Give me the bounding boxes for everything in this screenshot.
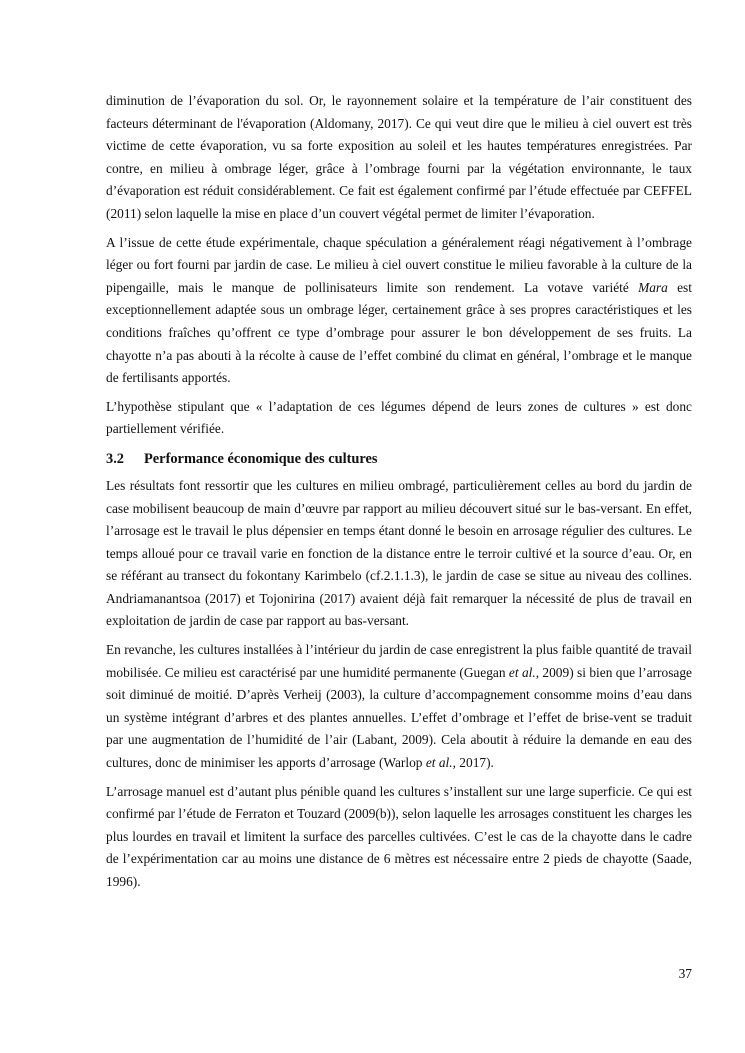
paragraph-evaporation: diminution de l’évaporation du sol. Or, le rayonnement solaire et la température de l’air constituent des facteurs déterminant de l'évaporation (Aldomany, 2017). Ce qui veut dire que le milieu à ciel ouvert est très victime de cette évaporation, vu sa forte exposition au soleil et les hautes températures enregistrées. Par contre, en milieu à ombrage léger, grâce à l’ombrage fourni par la végétation environnante, le taux d’évaporation est réduit considérablement. Ce fait est également confirmé par l’étude effectuée par CEFFEL (2011) selon laquelle la mise en place d’un couvert végétal permet de limiter l’évaporation. [106, 93, 692, 221]
italic-et-al: et al. [425, 755, 453, 771]
text-run: A l’issue de cette étude expérimentale, chaque spéculation a généralement réagi négativement à l’ombrage léger ou fort fourni par jardin de case. Le milieu à ciel ouvert constitue le milieu favorable à la culture de la pipengaille, mais le manque de pollinisateurs limite son rendement. La votave variété [106, 234, 692, 295]
paragraph-hypothesis: L’hypothèse stipulant que « l’adaptation de ces légumes dépend de leurs zones de cultures » est donc partiellement vérifiée. [106, 398, 692, 437]
paragraph-labour-results: Les résultats font ressortir que les cultures en milieu ombragé, particulièrement celles au bord du jardin de case mobilisent beaucoup de main d’œuvre par rapport au milieu découvert situé sur le bas-versant. En effet, l’arrosage est le travail le plus dépensier en temps étant donné le besoin en arrosage régulier des cultures. Le temps alloué pour ce travail varie en fonction de la distance entre le terroir cultivé et la source d’eau. Or, en se référant au transect du fokontany Karimbelo (cf.2.1.1.3), le jardin de case se situe au niveau des collines. Andriamanantsoa (2017) et Tojonirina (2017) avaient déjà fait remarquer la nécessité de plus de travail en exploitation de jardin de case par rapport au bas-versant. [106, 477, 692, 629]
paragraph-experimental-results [106, 232, 692, 390]
italic-variety-name: Mara [638, 279, 668, 295]
text-run: En revanche, les cultures installées à l’intérieur du jardin de case enregistrent la plus faible quantité de travail mobilisée. Ce milieu est caractérisé par une humidité permanente (Guegan [106, 642, 692, 680]
italic-et-al: et al. [508, 664, 536, 680]
text-run: , 2009) si bien que l’arrosage soit diminué de moitié. D’après Verheij (2003), la culture d’accompagnement consomme moins d’eau dans un système intégrant d’arbres et des plantes annuelles. L’effet d’ombrage et l’effet de brise-vent se traduit par une augmentation de l’humidité de l’air (Labant, 2009). Cela aboutit à réduire la demande en eau des cultures, donc de minimiser les apports d’arrosage (Warlop [106, 664, 692, 771]
section-number: 3.2 [106, 450, 124, 467]
text-run: est exceptionnellement adaptée sous un ombrage léger, certainement grâce à ses propres caractéristiques et les conditions fraîches qu’offrent ce type d’ombrage pour assurer le bon développement de ses fruits. La chayotte n’a pas abouti à la récolte à cause de l’effet combiné du climat en général, l’ombrage et le manque de fertilisants apportés. [106, 279, 692, 386]
paragraph-manual-watering: L’arrosage manuel est d’autant plus pénible quand les cultures s’installent sur une large superficie. Ce qui est confirmé par l’étude de Ferraton et Touzard (2009(b)), selon laquelle les arrosages constituent les charges les plus lourdes en travail et limitent la surface des parcelles cultivées. C’est le cas de la chayotte dans le cadre de l’expérimentation car au moins une distance de 6 mètres est nécessaire entre 2 pieds de chayotte (Saade, 1996). [106, 783, 692, 889]
page-body [106, 90, 692, 900]
paragraph-home-garden [106, 639, 692, 775]
text-run: , 2017). [452, 755, 494, 771]
section-heading [106, 447, 692, 471]
page-number: 37 [678, 966, 692, 981]
section-title: Performance économique des cultures [144, 450, 378, 467]
